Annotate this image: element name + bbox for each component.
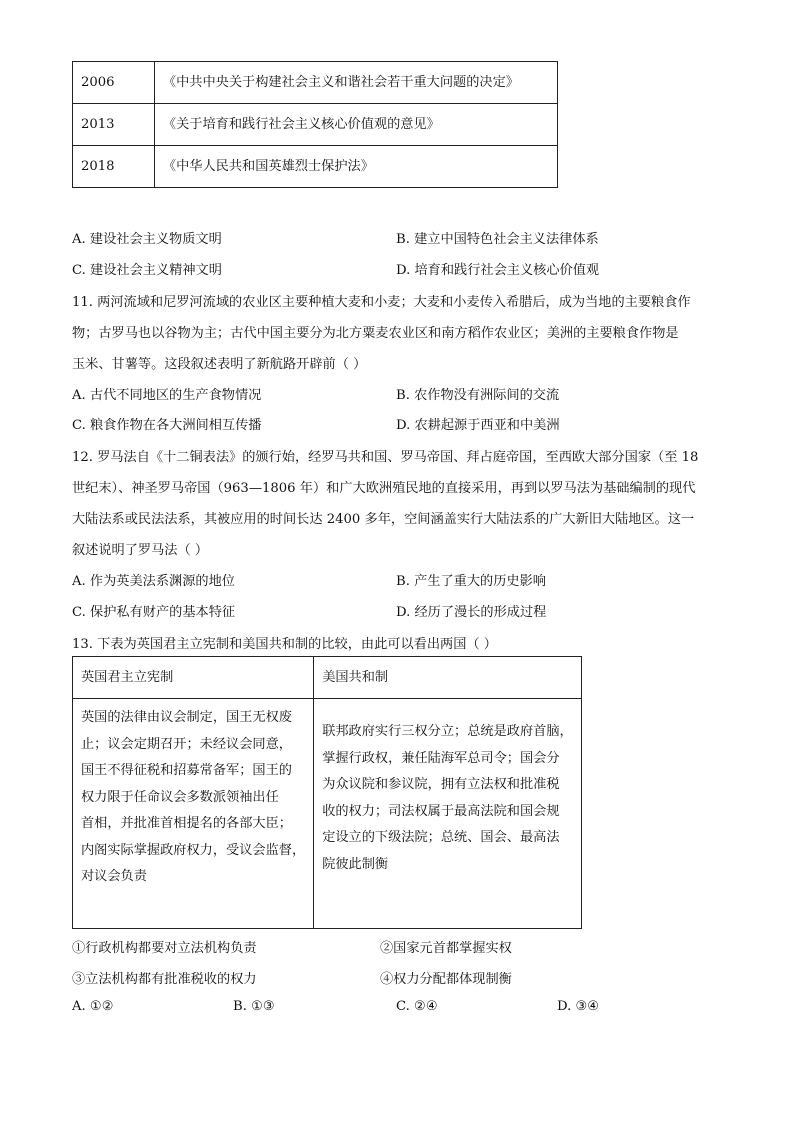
q12-option-a: A. 作为英美法系渊源的地位 [72,574,235,589]
comparison-table [72,656,582,929]
britain-line: 国王不得征税和招募常备军；国王的 [81,763,292,778]
q13-option-d: D. ③④ [557,999,600,1014]
law-title: 《关于培育和践行社会主义核心价值观的意见》 [154,104,557,146]
britain-description [73,699,314,929]
q13-option-a: A. ①② [72,999,114,1014]
q11-option-a: A. 古代不同地区的生产食物情况 [72,388,262,403]
q13-statement-3: ③立法机构都有批准税收的权力 [72,972,257,987]
q12-option-d: D. 经历了漫长的形成过程 [396,605,547,620]
column-header-britain: 英国君主立宪制 [73,657,314,699]
q10-option-c: C. 建设社会主义精神文明 [72,263,222,278]
usa-line: 院彼此制衡 [322,856,389,872]
table-row [73,104,558,146]
q12-option-c: C. 保护私有财产的基本特征 [72,605,236,620]
q11-option-d: D. 农耕起源于西亚和中美洲 [396,418,560,433]
table-header-row [73,657,582,699]
law-year: 2018 [73,146,155,188]
usa-line: 掌握行政权，兼任陆海军总司令；国会分 [322,750,560,766]
q12-stem-line: 叙述说明了罗马法（ ） [72,543,209,558]
law-title: 《中共中央关于构建社会主义和谐社会若干重大问题的决定》 [154,62,557,104]
q10-option-a: A. 建设社会主义物质文明 [72,232,222,247]
q10-option-b: B. 建立中国特色社会主义法律体系 [396,232,599,247]
q13-statement-1: ①行政机构都要对立法机构负责 [72,941,257,956]
q12-stem-line: 世纪末）、神圣罗马帝国（963—1806 年）和广大欧洲殖民地的直接采用，再到以罗马法为基础编制的现代 [72,481,696,496]
q13-option-c: C. ②④ [396,999,438,1014]
q11-stem-line: 11. 两河流域和尼罗河流域的农业区主要种植大麦和小麦；大麦和小麦传入希腊后，成为当地的主要粮食作 [72,295,691,310]
table-row [73,146,558,188]
q12-option-b: B. 产生了重大的历史影响 [396,574,546,589]
q11-stem-line: 物；古罗马也以谷物为主；古代中国主要分为北方粟麦农业区和南方稻作农业区；美洲的主要粮食作物是 [72,326,679,341]
law-year: 2013 [73,104,155,146]
column-header-usa: 美国共和制 [314,657,582,699]
usa-line: 收的权力；司法权属于最高法院和国会规 [322,803,560,819]
britain-line: 止；议会定期召开；未经议会同意， [81,736,292,752]
usa-description [314,699,582,929]
q13-statement-2: ②国家元首都掌握实权 [380,941,512,956]
britain-line: 权力限于任命议会多数派领袖出任 [81,789,279,805]
q11-option-b: B. 农作物没有洲际间的交流 [396,388,560,403]
usa-line: 为众议院和参议院，拥有立法权和批准税 [322,777,560,792]
q11-option-c: C. 粮食作物在各大洲间相互传播 [72,418,262,433]
q13-stem: 13. 下表为英国君主立宪制和美国共和制的比较，由此可以看出两国（ ） [72,637,497,652]
q13-option-b: B. ①③ [233,999,275,1014]
britain-line: 首相，并批准首相提名的各部大臣； [81,816,292,831]
q10-option-d: D. 培育和践行社会主义核心价值观 [396,263,600,278]
q12-stem-line: 大陆法系或民法法系，其被应用的时间长达 2400 多年，空间涵盖实行大陆法系的广大新旧大陆地区。这一 [72,512,695,527]
table-row [73,699,582,929]
table-row [73,62,558,104]
laws-table [72,61,558,188]
britain-line: 内阁实际掌握政府权力，受议会监督， [81,842,306,858]
q11-stem-line: 玉米、甘薯等。这段叙述表明了新航路开辟前（ ） [72,357,367,372]
q13-statement-4: ④权力分配都体现制衡 [380,972,512,987]
q12-stem-line: 12. 罗马法自《十二铜表法》的颁行始，经罗马共和国、罗马帝国、拜占庭帝国，至西欧大部分国家（至 18 [72,450,699,465]
usa-line: 联邦政府实行三权分立；总统是政府首脑， [322,724,573,739]
usa-line: 定设立的下级法院；总统、国会、最高法 [322,830,560,845]
britain-line: 对议会负责 [81,869,147,884]
law-year: 2006 [73,62,155,104]
britain-line: 英国的法律由议会制定，国王无权废 [81,710,292,725]
law-title: 《中华人民共和国英雄烈士保护法》 [154,146,557,188]
